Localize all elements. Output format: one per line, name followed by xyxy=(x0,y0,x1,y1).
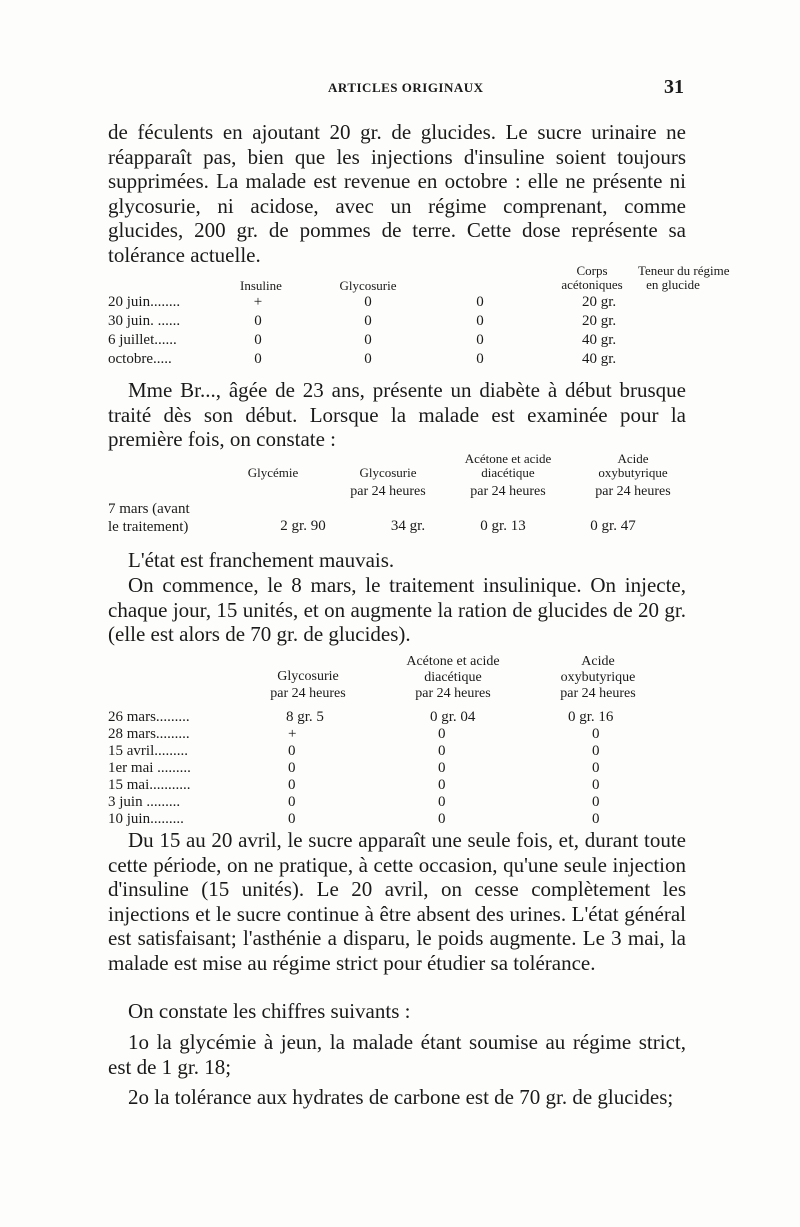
cell-glycosurie: 0 xyxy=(364,313,372,329)
cell-glycosurie: 34 gr. xyxy=(390,518,426,534)
paragraph-1: de féculents en ajoutant 20 gr. de glucides. Le sucre urinaire ne réapparaît pas, bien que les injections d'insuline soient toujours supprimées. La malade est revenue en octobre : elle ne présente ni glycosurie, ni acidose, avec un régime comprenant, comme glucides, 200 gr. de pommes de terre. Cette dose représente sa tolérance actuelle. xyxy=(108,120,686,267)
cell-insuline: 0 xyxy=(254,313,262,329)
paragraph-4 xyxy=(108,573,686,647)
paragraph-5-text: Du 15 au 20 avril, le sucre apparaît une seule fois, et, durant toute cette période, on ne pratique, à cette occasion, qu'une seule injection d'insuline (15 unités). Le 20 avril, on cesse complètement les injections et le sucre continue à être absent des urines. L'état général est satisfaisant; l'asthénie a disparu, le poids augmente. Le 3 mai, la malade est mise au régime strict pour étudier sa tolérance. xyxy=(108,828,686,975)
cell-glycosurie: 0 xyxy=(288,811,296,827)
table2-header-acide: Acide oxybutyrique xyxy=(598,451,668,480)
cell-insuline: 0 xyxy=(254,332,262,348)
paragraph-2 xyxy=(108,378,686,452)
paragraph-7 xyxy=(108,1030,686,1079)
table-treatment xyxy=(108,652,688,827)
cell-acetone: 0 xyxy=(438,811,446,827)
cell-glycosurie: 0 xyxy=(364,332,372,348)
row-label: 3 juin ......... xyxy=(108,794,181,810)
paragraph-6-text: On constate les chiffres suivants : xyxy=(128,999,411,1023)
running-title: ARTICLES ORIGINAUX xyxy=(328,80,484,95)
cell-acetone: 0 gr. 04 xyxy=(430,709,476,725)
row-label: octobre..... xyxy=(108,351,172,367)
cell-acetone: 0 xyxy=(438,726,446,742)
row-label: 15 avril......... xyxy=(108,743,188,759)
cell-acide: 0 xyxy=(592,743,600,759)
row-label: 15 mai........... xyxy=(108,777,191,793)
cell-corps: 0 xyxy=(476,351,484,367)
table1-header-corps: Corps acétoniques xyxy=(561,263,623,292)
table2-header-glycosurie: Glycosurie xyxy=(359,465,417,480)
table2-sub-acide: par 24 heures xyxy=(595,484,671,499)
cell-acide: 0 xyxy=(592,811,600,827)
cell-acetone: 0 xyxy=(438,794,446,810)
paragraph-3 xyxy=(108,548,686,573)
row-label: 7 mars (avant le traitement) xyxy=(108,501,190,535)
table-tolerance xyxy=(108,262,730,390)
table1-header-teneur: Teneur du régime en glucide xyxy=(638,263,730,292)
paragraph-7-text: 1o la glycémie à jeun, la malade étant soumise au régime strict, est de 1 gr. 18; xyxy=(108,1030,686,1079)
page-header xyxy=(108,76,684,100)
cell-acetone: 0 xyxy=(438,777,446,793)
cell-insuline: 0 xyxy=(254,351,262,367)
cell-acetone: 0 xyxy=(438,760,446,776)
table2-header-acetone: Acétone et acide diacétique xyxy=(464,451,552,480)
cell-teneur: 20 gr. xyxy=(582,313,617,329)
cell-teneur: 20 gr. xyxy=(582,294,617,310)
cell-teneur: 40 gr. xyxy=(582,351,617,367)
row-label: 1er mai ......... xyxy=(108,760,191,776)
cell-glycemie: 2 gr. 90 xyxy=(280,518,326,534)
cell-corps: 0 xyxy=(476,294,484,310)
row-label: 20 juin........ xyxy=(108,294,181,310)
cell-glycosurie: 0 xyxy=(288,777,296,793)
cell-acide: 0 gr. 16 xyxy=(568,709,614,725)
table2-header-glycemie: Glycémie xyxy=(247,465,299,480)
row-label: 28 mars......... xyxy=(108,726,190,742)
paragraph-5 xyxy=(108,828,686,975)
cell-acide: 0 xyxy=(592,760,600,776)
cell-teneur: 40 gr. xyxy=(582,332,617,348)
table2-sub-acetone: par 24 heures xyxy=(470,484,546,499)
table2-sub-glycosurie: par 24 heures xyxy=(350,484,426,499)
row-label: 26 mars......... xyxy=(108,709,190,725)
cell-corps: 0 xyxy=(476,313,484,329)
page-number: 31 xyxy=(664,76,684,98)
table3-header-glycosurie: Glycosurie par 24 heures xyxy=(270,669,346,701)
cell-glycosurie: 0 xyxy=(364,351,372,367)
cell-glycosurie: 0 xyxy=(288,743,296,759)
cell-glycosurie: 0 xyxy=(288,794,296,810)
row-label: 6 juillet...... xyxy=(108,332,177,348)
cell-acetone: 0 gr. 13 xyxy=(480,518,526,534)
cell-corps: 0 xyxy=(476,332,484,348)
paragraph-4-text: On commence, le 8 mars, le traitement insulinique. On injecte, chaque jour, 15 unités, et on augmente la ration de glucides de 20 gr. (elle est alors de 70 gr. de glucides). xyxy=(108,573,686,646)
table3-header-acetone: Acétone et acide diacétique par 24 heures xyxy=(406,654,500,701)
cell-acide: 0 gr. 47 xyxy=(590,518,636,534)
table1-header-insuline: Insuline xyxy=(240,278,282,293)
paragraph-3-text: L'état est franchement mauvais. xyxy=(128,548,395,572)
cell-acide: 0 xyxy=(592,777,600,793)
cell-glycosurie: 8 gr. 5 xyxy=(286,709,324,725)
paragraph-8-text: 2o la tolérance aux hydrates de carbone est de 70 gr. de glucides; xyxy=(128,1085,674,1109)
cell-glycosurie: + xyxy=(288,726,297,742)
cell-glycosurie: 0 xyxy=(288,760,296,776)
paragraph-8 xyxy=(108,1085,686,1110)
table1-header-glycosurie: Glycosurie xyxy=(339,278,397,293)
table-initial-exam xyxy=(108,450,688,540)
cell-glycosurie: 0 xyxy=(364,294,372,310)
cell-acide: 0 xyxy=(592,794,600,810)
paragraph-2-text: Mme Br..., âgée de 23 ans, présente un diabète à début brusque traité dès son début. Lorsque la malade est examinée pour la première fois, on constate : xyxy=(108,378,686,451)
row-label: 10 juin......... xyxy=(108,811,184,827)
cell-acide: 0 xyxy=(592,726,600,742)
paragraph-6 xyxy=(108,999,686,1024)
cell-acetone: 0 xyxy=(438,743,446,759)
cell-insuline: + xyxy=(253,294,263,310)
table3-header-acide: Acide oxybutyrique par 24 heures xyxy=(560,654,636,701)
row-label: 30 juin. ...... xyxy=(108,313,181,329)
